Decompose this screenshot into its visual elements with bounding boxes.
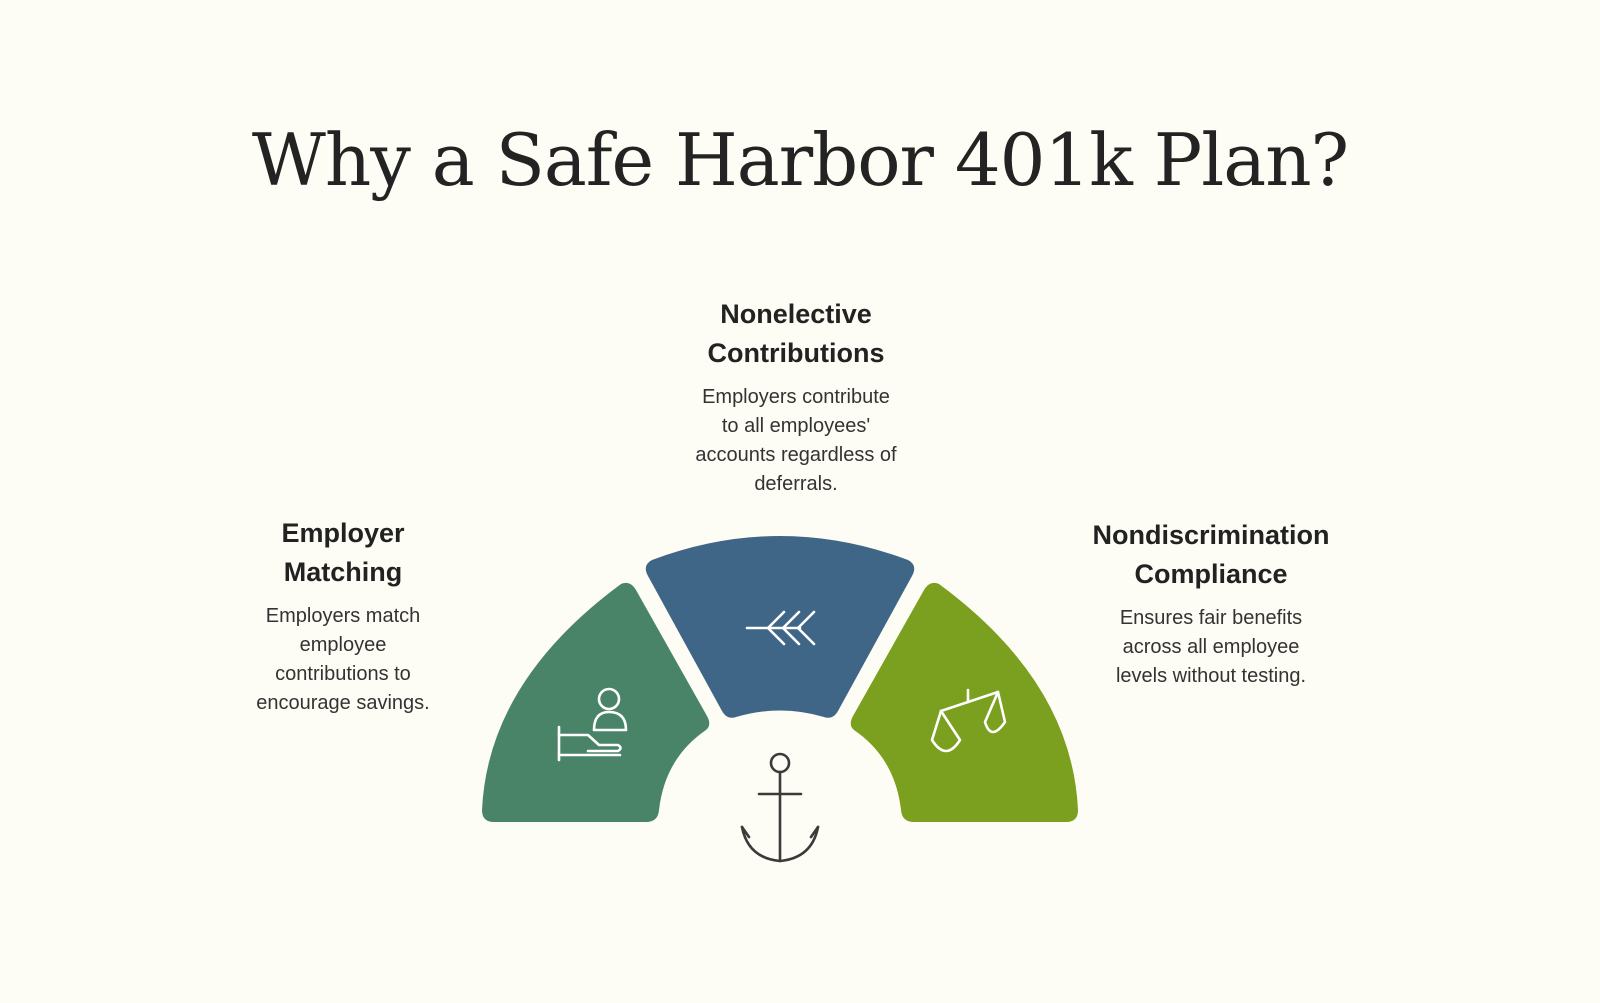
- compliance-description: Ensures fair benefits across all employee levels without testing.: [1115, 607, 1307, 687]
- compliance-heading: Nondiscrimination Compliance: [1092, 520, 1330, 589]
- employer-matching-heading: Employer Matching: [281, 518, 405, 587]
- employer-matching-description: Employers match employee contributions to encourage savings.: [256, 605, 430, 714]
- nonelective-description: Employers contribute to all employees' accounts regardless of deferrals.: [695, 386, 897, 495]
- page-title: Why a Safe Harbor 401k Plan?: [251, 118, 1349, 202]
- nonelective-heading: Nonelective Contributions: [707, 299, 885, 368]
- anchor-icon: [742, 754, 818, 861]
